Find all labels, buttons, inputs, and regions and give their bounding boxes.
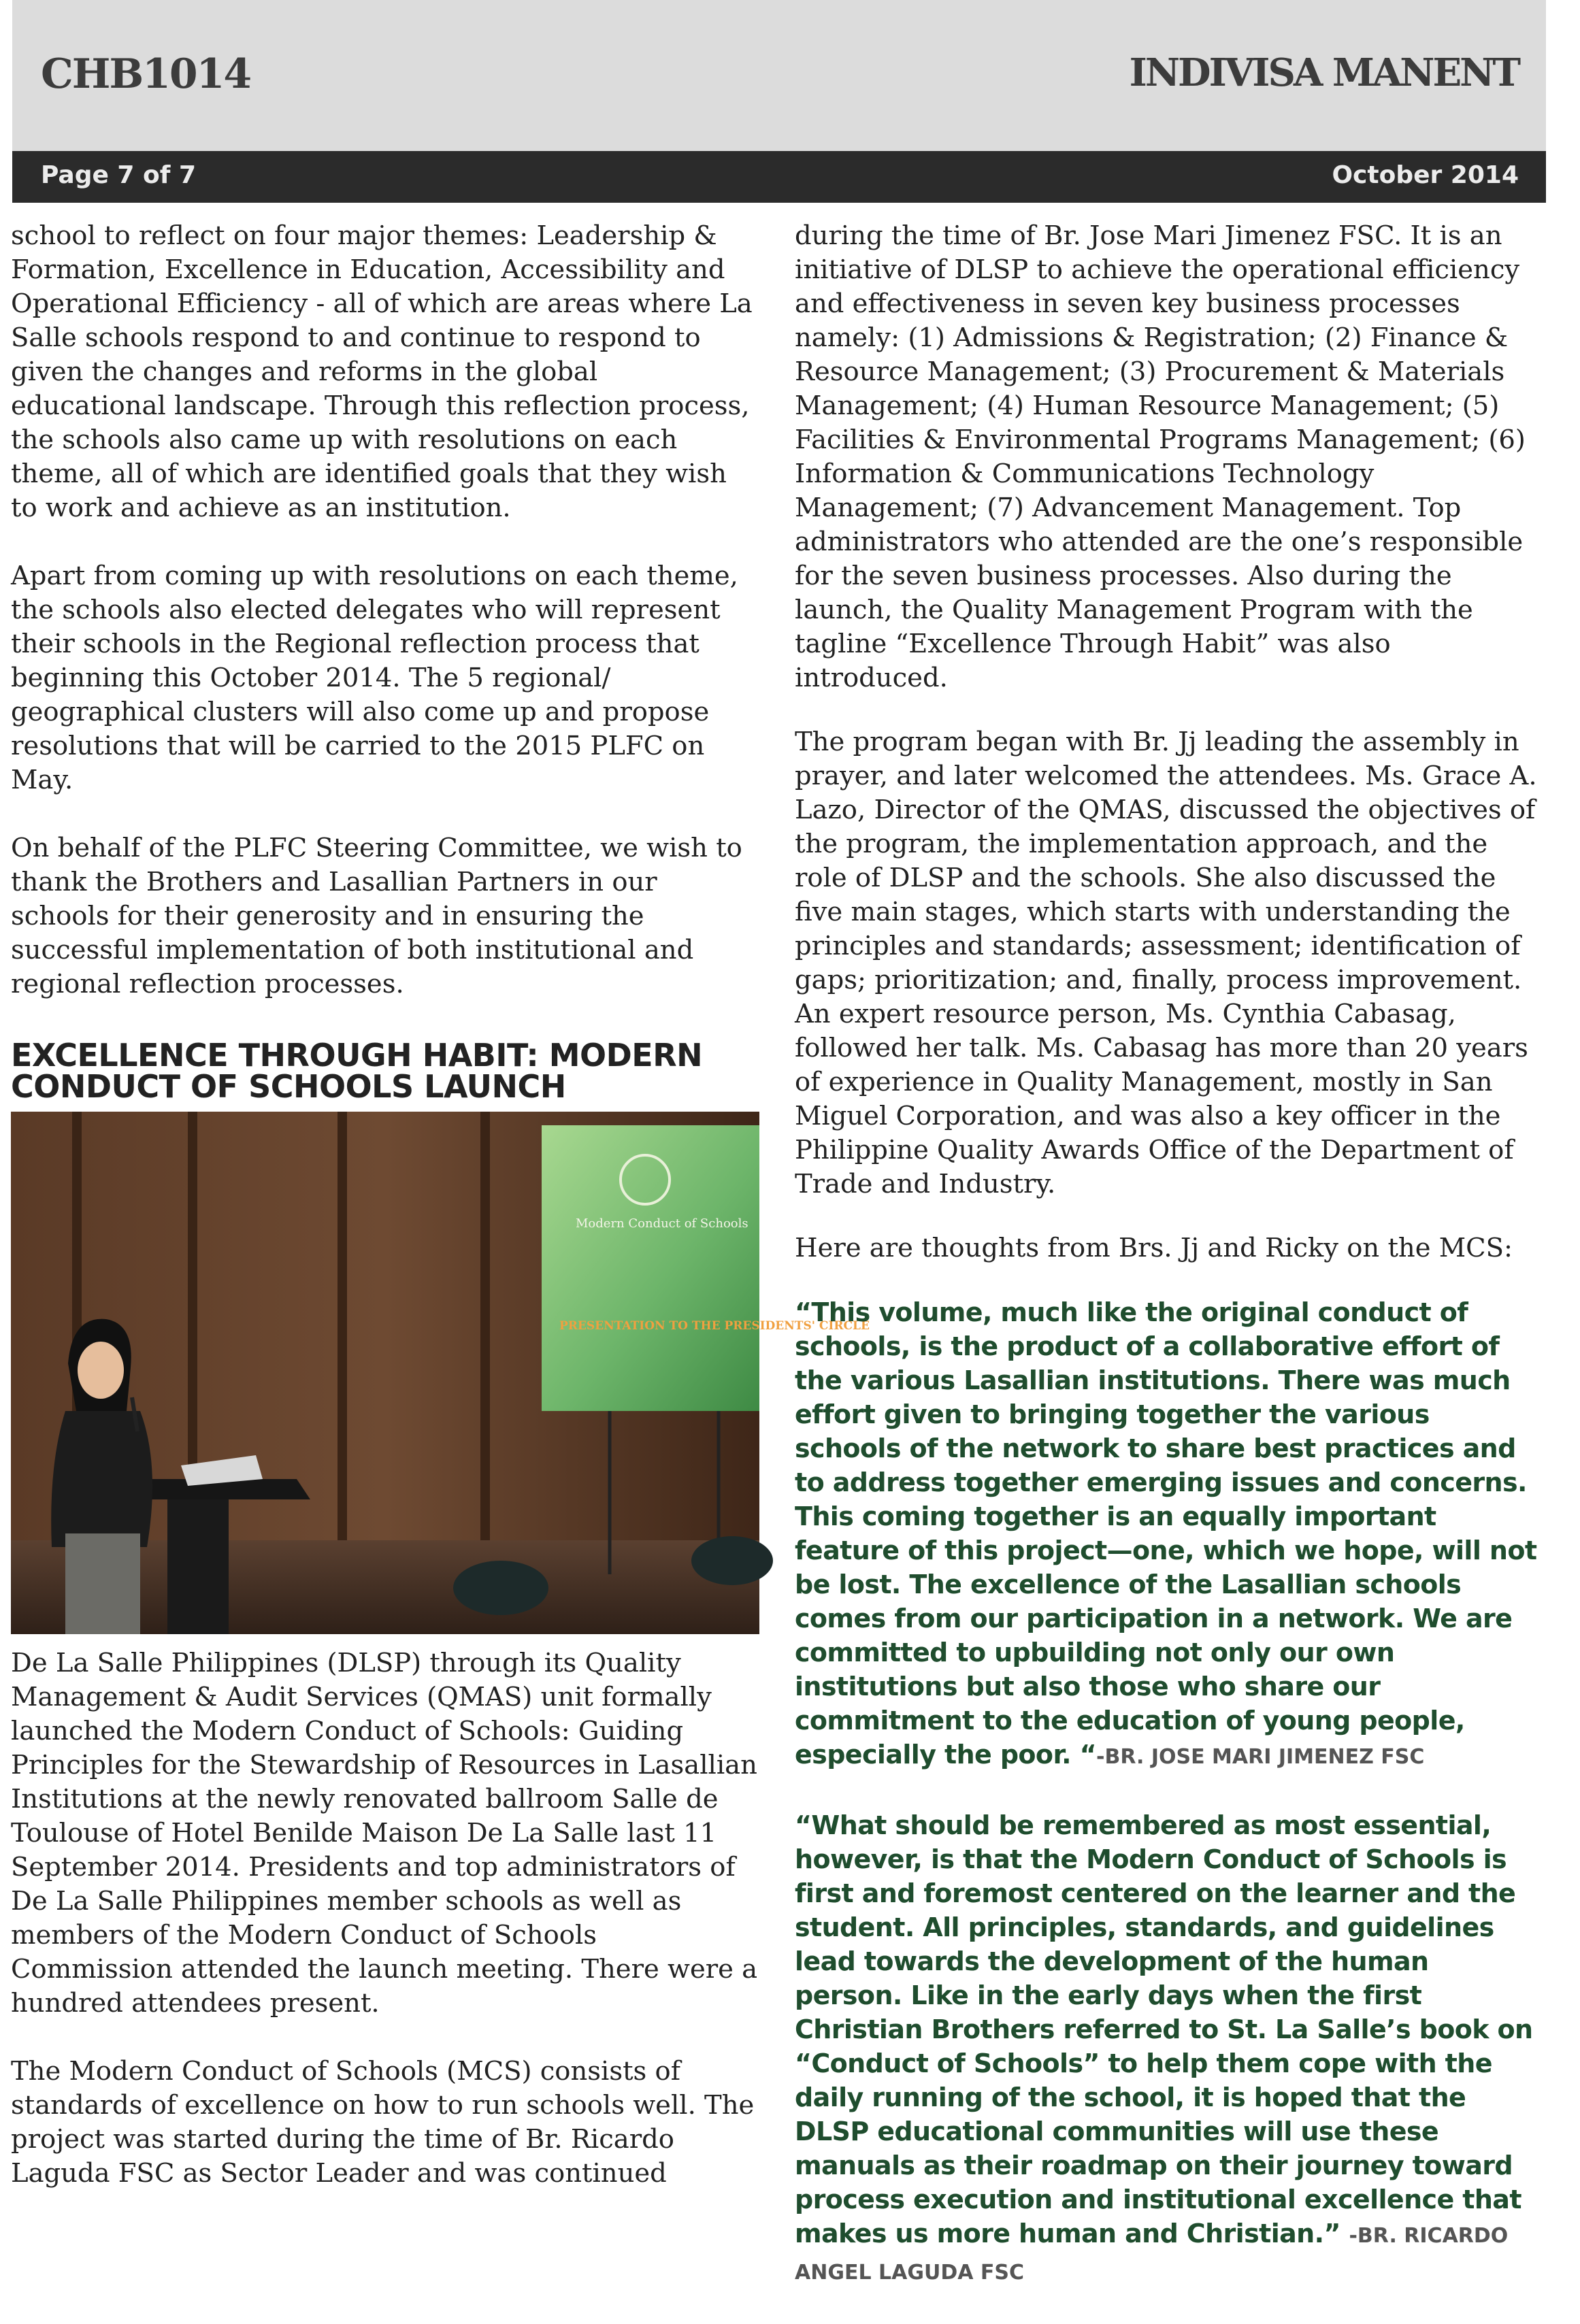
- page-number: Page 7 of 7: [41, 161, 196, 189]
- masthead: [12, 0, 1546, 151]
- article-paragraph: Apart from coming up with resolutions on each theme, the schools also elected delegates who will represent their schools in the Regional reflection process that beginning this October 2014. The 5 regional/ geographical clusters will also come up and propose resolutions that will be carried to the 2015 PLFC on May.: [11, 561, 738, 795]
- article-paragraph: The program began with Br. Jj leading the assembly in prayer, and later welcomed the attendees. Ms. Grace A. Lazo, Director of the QMAS, discussed the objectives of the program, the implementation approach, and the role of DLSP and the schools. She also discussed the five main stages, which starts with understanding the principles and standards; assessment; identification of gaps; prioritization; and, finally, process improvement. An expert resource person, Ms. Cynthia Cabasag, followed her talk. Ms. Cabasag has more than 20 years of experience in Quality Management, mostly in San Miguel Corporation, and was also a key officer in the Philippine Quality Awards Office of the Department of Trade and Industry.: [795, 727, 1537, 1199]
- left-column: [11, 219, 870, 2191]
- article-paragraph: De La Salle Philippines (DLSP) through its Quality Management & Audit Services (QMAS) unit formally launched the Modern Conduct of Schools: Guiding Principles for the Stewardship of Resources in Lasallian Institutions at the newly renovated ballroom Salle de Toulouse of Hotel Benilde Maison De La Salle last 11 September 2014. Presidents and top administrators of De La Salle Philippines member schools as well as members of the Modern Conduct of Schools Commission attended the launch meeting. There were a hundred attendees present.: [11, 1648, 758, 2019]
- speaker-photo-illustration: [11, 1112, 870, 1634]
- newsletter-motto: INDIVISA MANENT: [1129, 50, 1519, 95]
- article-paragraph: On behalf of the PLFC Steering Committee, we wish to thank the Brothers and Lasallian Partners in our schools for their generosity and in ensuring the successful implementation of both institutional and regional reflection processes.: [11, 833, 742, 999]
- screen-subtitle: PRESENTATION TO THE PRESIDENTS' CIRCLE: [559, 1319, 870, 1333]
- article-paragraph: Here are thoughts from Brs. Jj and Ricky on the MCS:: [795, 1233, 1513, 1263]
- quote-text: “What should be remembered as most essential, however, is that the Modern Conduct of Schools is first and foremost centered on the learner and the student. All principles, standards, and guidelines lead towards the development of the human person. Like in the early days when the first Christian Brothers referred to St. La Salle’s book on “Conduct of Schools” to help them cope with the daily running of the school, it is hoped that the DLSP educational communities will use these manuals as their roadmap on their journey toward process execution and institutional excellence that makes us more human and Christian.”: [795, 1810, 1533, 2248]
- quote-attribution: -BR. JOSE MARI JIMENEZ FSC: [1096, 1745, 1425, 1769]
- speaker-photo: [11, 1112, 870, 1634]
- page-info-strip: [12, 151, 1546, 203]
- quote-attribution: -BR. RICARDO ANGEL LAGUDA FSC: [795, 2224, 1509, 2285]
- screen-title: Modern Conduct of Schools: [576, 1216, 748, 1231]
- quote-jimenez: [795, 1295, 1543, 1774]
- newsletter-code: CHB1014: [41, 50, 251, 98]
- issue-date: October 2014: [1332, 161, 1519, 189]
- article-paragraph: school to reflect on four major themes: Leadership & Formation, Excellence in Education, Accessibility and Operational Efficiency - all of which are areas where La Salle schools respond to and continue to respond to given the changes and reforms in the global educational landscape. Through this reflection process, the schools also came up with resolutions on each theme, all of which are identified goals that they wish to work and achieve as an institution.: [11, 220, 753, 523]
- article-paragraph: during the time of Br. Jose Mari Jimenez FSC. It is an initiative of DLSP to achieve the operational efficiency and effectiveness in seven key business processes namely: (1) Admissions & Registration; (2) Finance & Resource Management; (3) Procurement & Materials Management; (4) Human Resource Management; (5) Facilities & Environmental Programs Management; (6) Information & Communications Technology Management; (7) Advancement Management. Top administrators who attended are the one’s responsible for the seven business processes. Also during the launch, the Quality Management Program with the tagline “Excellence Through Habit” was also introduced.: [795, 220, 1526, 693]
- article-headline: EXCELLENCE THROUGH HABIT: MODERN CONDUCT OF SCHOOLS LAUNCH: [11, 1037, 703, 1105]
- quote-laguda: [795, 1808, 1543, 2290]
- article-paragraph: The Modern Conduct of Schools (MCS) consists of standards of excellence on how to run schools well. The project was started during the time of Br. Ricardo Laguda FSC as Sector Leader and was continued: [11, 2056, 755, 2189]
- quote-text: “This volume, much like the original conduct of schools, is the product of a collaborative effort of the various Lasallian institutions. There was much effort given to bringing together the various schools of the network to share best practices and to address together emerging issues and concerns. This coming together is an equally important feature of this project—one, which we hope, will not be lost. The excellence of the Lasallian schools comes from our participation in a network. We are committed to upbuilding not only our own institutions but also those who share our commitment to the education of young people, especially the poor. “: [795, 1297, 1537, 1770]
- right-column: [795, 219, 1543, 2324]
